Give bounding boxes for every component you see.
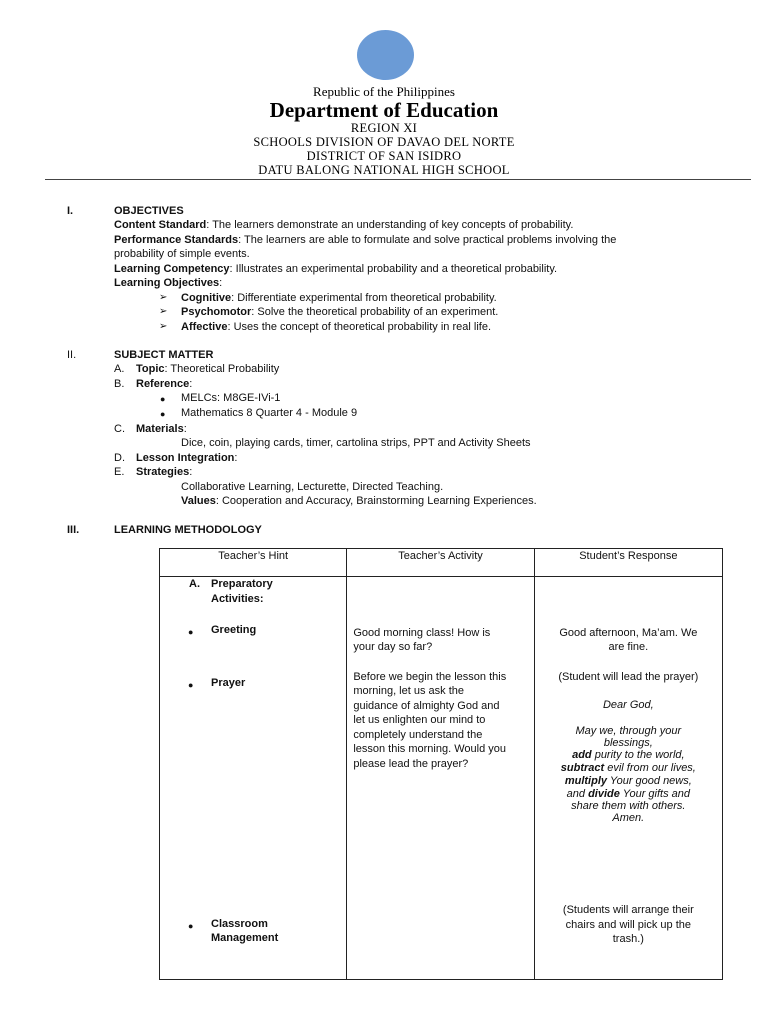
arrow-bullet-icon: ➢	[159, 321, 168, 332]
letter-c: C.	[114, 423, 125, 435]
hint-letter-a: A.	[189, 578, 200, 590]
section-title-objectives: OBJECTIVES	[114, 205, 184, 217]
prayer-line: and divide Your gifts and	[566, 788, 690, 800]
methodology-table	[159, 548, 723, 980]
hint-management: Management	[211, 932, 279, 944]
column-header-response: Student’s Response	[534, 549, 722, 577]
learning-competency: Learning Competency: Illustrates an experimental probability and a theoretical probability.	[114, 263, 558, 275]
hint-activities: Activities:	[211, 593, 264, 605]
prayer-line: May we, through your	[575, 725, 682, 737]
letter-e: E.	[114, 466, 125, 478]
prayer-activity-line: Before we begin the lesson this	[353, 671, 507, 683]
prayer-activity-line: let us enlighten our mind to	[353, 714, 486, 726]
greeting-activity-line: Good morning class! How is	[353, 627, 491, 639]
greeting-activity-line: your day so far?	[353, 641, 433, 653]
performance-standards-cont: probability of simple events.	[114, 248, 250, 260]
prayer-activity-line: completely understand the	[353, 729, 483, 741]
learning-objectives-label: Learning Objectives:	[114, 277, 223, 289]
hint-preparatory: Preparatory	[211, 578, 273, 590]
section-number-objectives: I.	[67, 205, 74, 217]
prayer-line: Dear God,	[602, 699, 654, 711]
prayer-activity-line: guidance of almighty God and	[353, 700, 500, 712]
content-standard: Content Standard: The learners demonstrate an understanding of key concepts of probability.	[114, 219, 574, 231]
bullet-icon: ●	[188, 921, 194, 931]
reference-item: MELCs: M8GE-IVi-1	[181, 392, 281, 404]
bullet-icon: ●	[160, 394, 166, 404]
hint-greeting: Greeting	[211, 624, 257, 636]
activity-cell	[347, 577, 534, 980]
letter-a: A.	[114, 363, 125, 375]
header-divider	[45, 179, 751, 180]
section-title-subject: SUBJECT MATTER	[114, 349, 214, 361]
topic: Topic: Theoretical Probability	[136, 363, 280, 375]
classroom-response-line: chairs and will pick up the	[565, 919, 691, 931]
republic-line: Republic of the Philippines	[313, 84, 455, 99]
greeting-response-line: Good afternoon, Ma’am. We	[559, 627, 698, 639]
prayer-activity-line: morning, let us ask the	[353, 685, 464, 697]
deped-seal	[357, 30, 414, 80]
hint-prayer: Prayer	[211, 677, 246, 689]
prayer-line: subtract evil from our lives,	[560, 762, 696, 774]
division-line: SCHOOLS DIVISION OF DAVAO DEL NORTE	[253, 135, 515, 149]
objective-cognitive: Cognitive: Differentiate experimental from theoretical probability.	[181, 292, 497, 304]
letter-b: B.	[114, 378, 125, 390]
bullet-icon: ●	[188, 627, 194, 637]
prayer-activity-line: lesson this morning. Would you	[353, 743, 506, 755]
district-line: DISTRICT OF SAN ISIDRO	[306, 149, 462, 163]
classroom-response-line: trash.)	[612, 933, 644, 945]
classroom-response-line: (Students will arrange their	[562, 904, 694, 916]
hint-classroom: Classroom	[211, 918, 268, 930]
section-number-subject: II.	[67, 349, 77, 361]
prayer-activity-line: please lead the prayer?	[353, 758, 469, 770]
greeting-response-line: are fine.	[608, 641, 649, 653]
strategies-label: Strategies:	[136, 466, 193, 478]
section-title-methodology: LEARNING METHODOLOGY	[114, 524, 262, 536]
objective-affective: Affective: Uses the concept of theoretical probability in real life.	[181, 321, 491, 333]
region-line: REGION XI	[350, 121, 418, 135]
prayer-response-intro: (Student will lead the prayer)	[558, 671, 699, 683]
letter-d: D.	[114, 452, 125, 464]
materials-text: Dice, coin, playing cards, timer, cartolina strips, PPT and Activity Sheets	[181, 437, 531, 449]
objective-psychomotor: Psychomotor: Solve the theoretical probability of an experiment.	[181, 306, 499, 318]
prayer-line: Amen.	[612, 812, 645, 824]
response-cell	[534, 577, 722, 980]
prayer-line: blessings,	[603, 737, 653, 749]
arrow-bullet-icon: ➢	[159, 292, 168, 303]
arrow-bullet-icon: ➢	[159, 306, 168, 317]
performance-standards: Performance Standards: The learners are able to formulate and solve practical problems involving the	[114, 234, 617, 246]
column-header-activity: Teacher’s Activity	[347, 549, 534, 577]
reference-label: Reference:	[136, 378, 193, 390]
department-title: Department of Education	[269, 98, 499, 122]
prayer-line: multiply Your good news,	[564, 775, 692, 787]
bullet-icon: ●	[160, 409, 166, 419]
school-line: DATU BALONG NATIONAL HIGH SCHOOL	[258, 163, 510, 177]
reference-item: Mathematics 8 Quarter 4 - Module 9	[181, 407, 358, 419]
prayer-line: add purity to the world,	[572, 749, 685, 761]
lesson-integration-label: Lesson Integration:	[136, 452, 238, 464]
strategies-text: Collaborative Learning, Lecturette, Directed Teaching.	[181, 481, 444, 493]
values-line: Values: Cooperation and Accuracy, Brainstorming Learning Experiences.	[181, 495, 537, 507]
hint-cell	[160, 577, 347, 980]
bullet-icon: ●	[188, 680, 194, 690]
section-number-methodology: III.	[67, 524, 80, 536]
column-header-hint: Teacher’s Hint	[160, 549, 347, 577]
prayer-line: share them with others.	[571, 800, 686, 812]
materials-label: Materials:	[136, 423, 187, 435]
